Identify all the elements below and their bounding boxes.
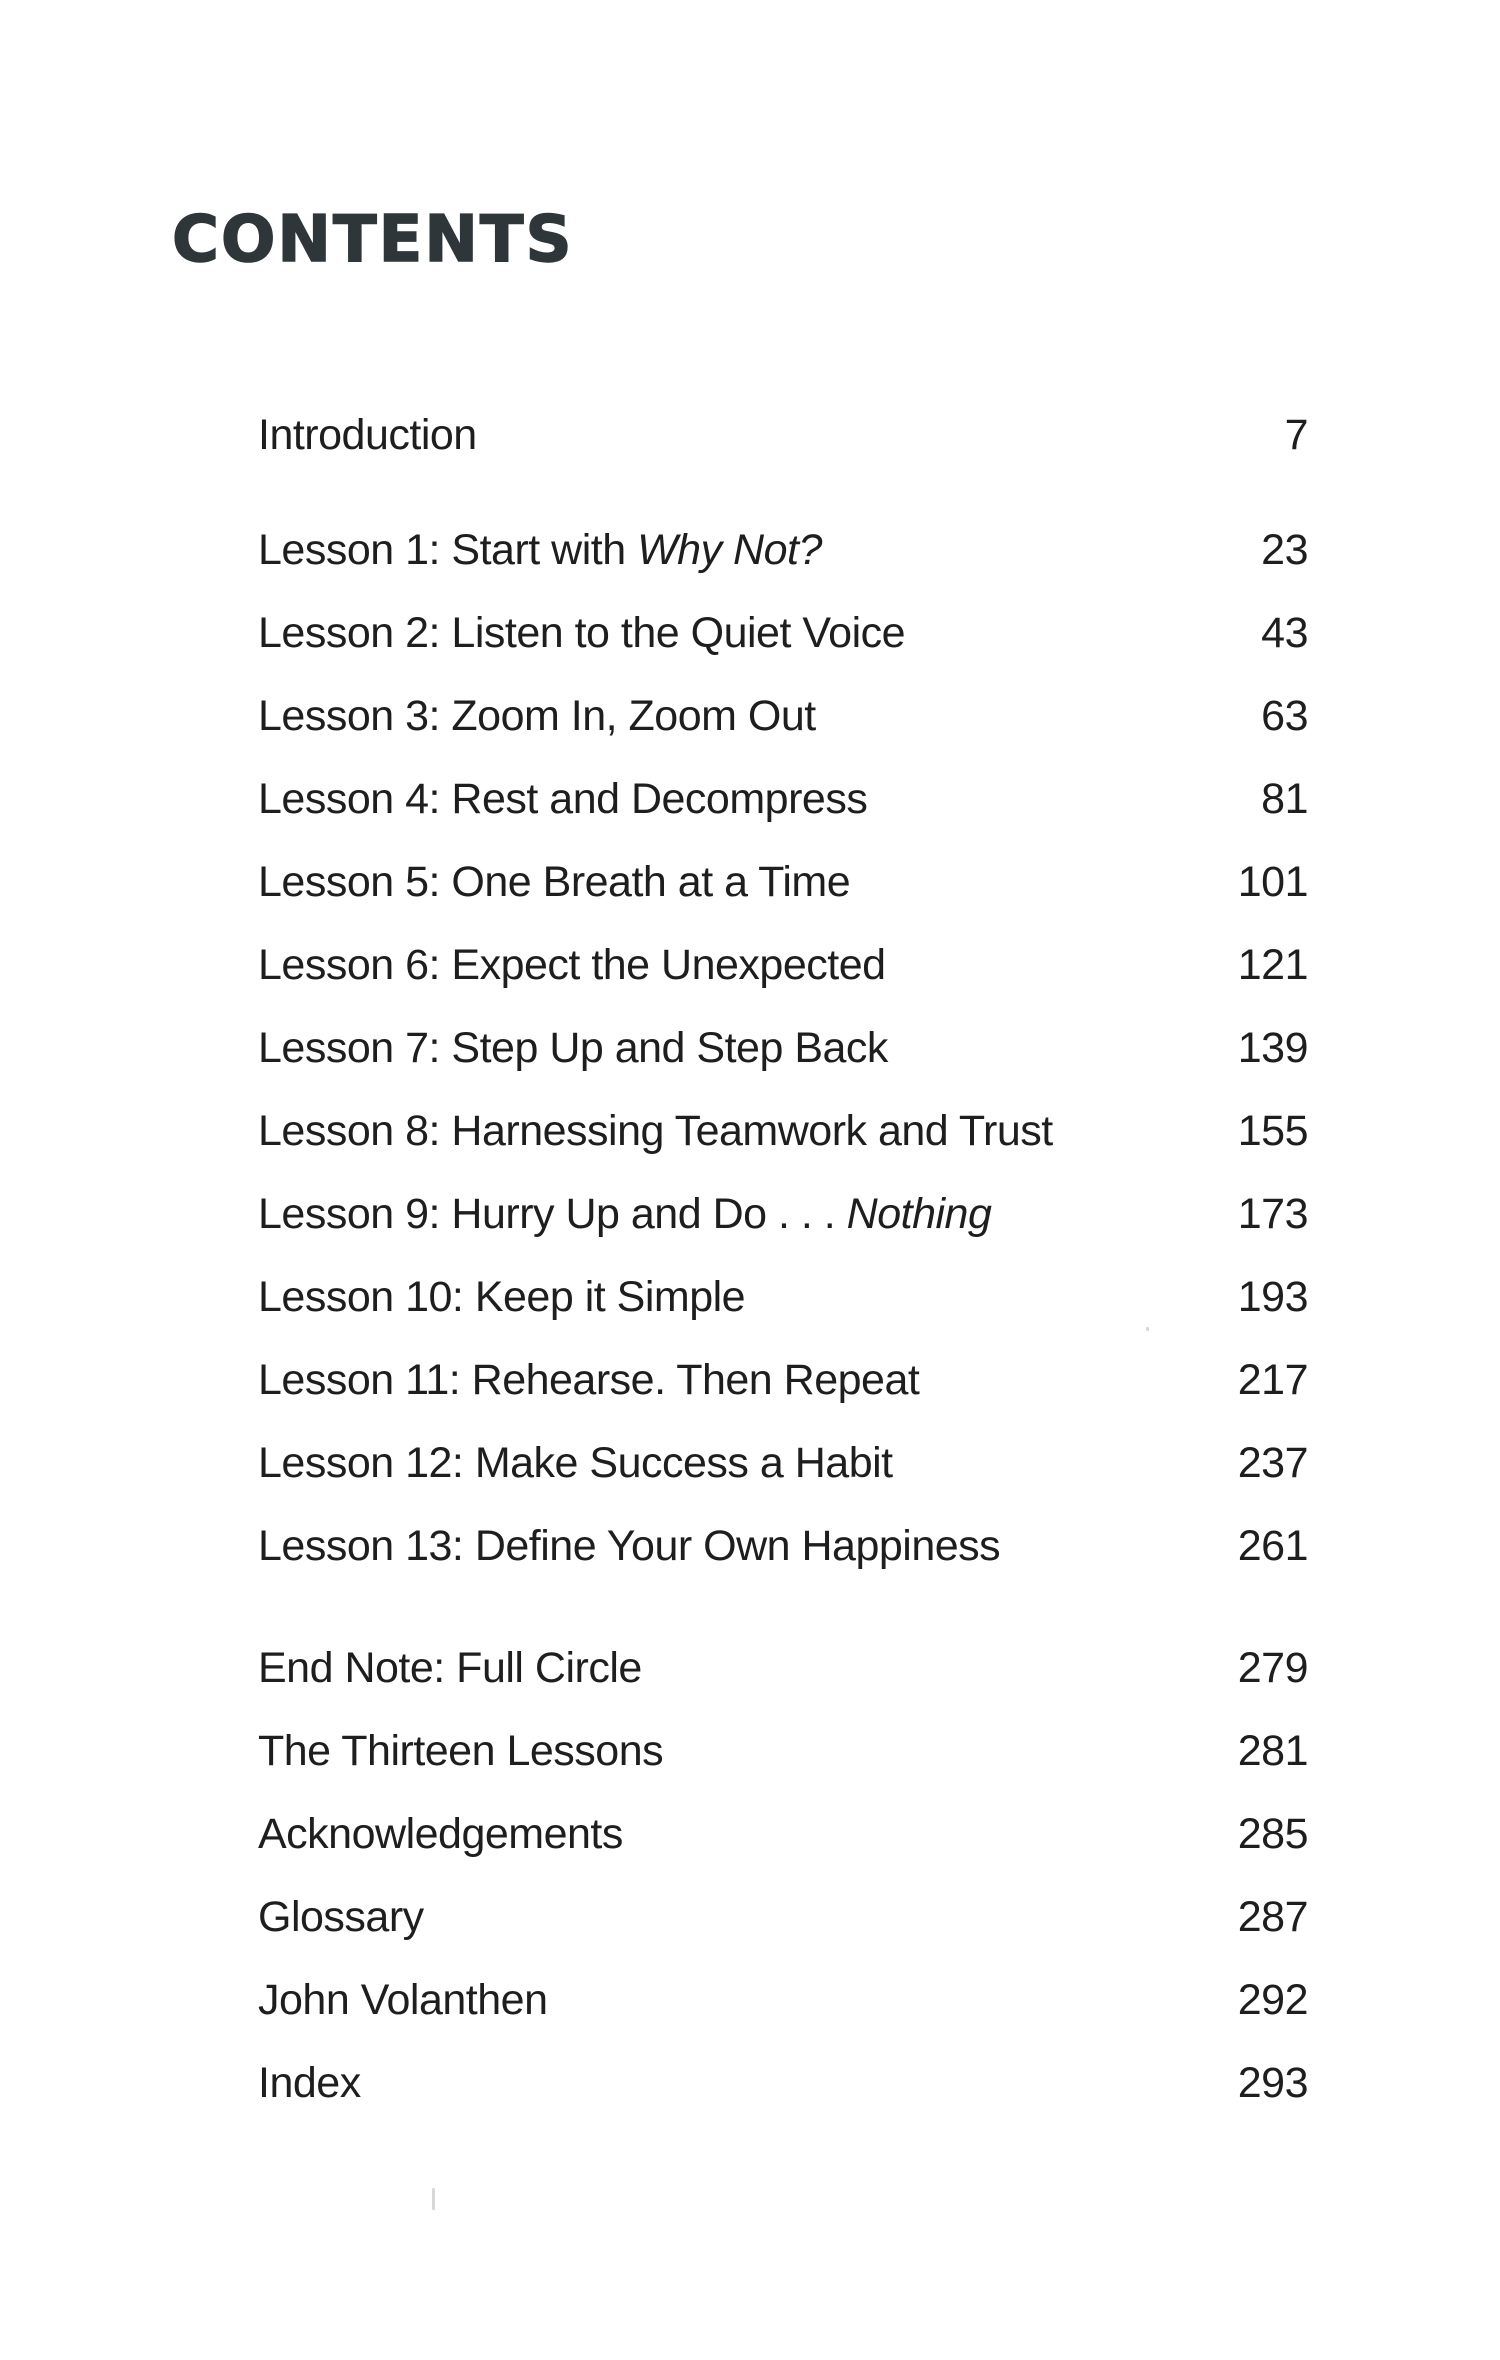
toc-entry-page: 292 xyxy=(1237,1976,1308,2024)
toc-entry-title: Lesson 8: Harnessing Teamwork and Trust xyxy=(258,1107,1053,1155)
toc-entry-introduction[interactable] xyxy=(258,407,1308,463)
toc-entry-page: 63 xyxy=(1261,692,1308,740)
toc-entry-lesson-13[interactable] xyxy=(258,1518,1308,1574)
toc-entry-page: 279 xyxy=(1237,1644,1308,1692)
toc-entry-title: John Volanthen xyxy=(258,1976,548,2024)
toc-entry-page: 261 xyxy=(1237,1522,1308,1570)
toc-entry-title: Lesson 11: Rehearse. Then Repeat xyxy=(258,1356,920,1404)
toc-entry-title: Introduction xyxy=(258,411,477,459)
toc-entry-page: 81 xyxy=(1261,775,1308,823)
toc-entry-page: 121 xyxy=(1237,941,1308,989)
toc-entry-acknowledgements[interactable] xyxy=(258,1806,1308,1862)
toc-entry-title: Lesson 6: Expect the Unexpected xyxy=(258,941,886,989)
scan-speck xyxy=(1146,1327,1149,1331)
toc-entry-title: Lesson 12: Make Success a Habit xyxy=(258,1439,893,1487)
toc-entry-title: Glossary xyxy=(258,1893,424,1941)
toc-entry-page: 139 xyxy=(1237,1024,1308,1072)
toc-entry-title: Lesson 13: Define Your Own Happiness xyxy=(258,1522,1001,1570)
toc-entry-title: Lesson 2: Listen to the Quiet Voice xyxy=(258,609,906,657)
toc-entry-page: 101 xyxy=(1237,858,1308,906)
toc-entry-lesson-3[interactable] xyxy=(258,688,1308,744)
toc-entry-title: Lesson 1: Start with Why Not? xyxy=(258,526,822,574)
toc-entry-page: 155 xyxy=(1237,1107,1308,1155)
toc-entry-title: Acknowledgements xyxy=(258,1810,623,1858)
toc-entry-page: 281 xyxy=(1237,1727,1308,1775)
toc-entry-title: End Note: Full Circle xyxy=(258,1644,642,1692)
toc-entry-john-volanthen[interactable] xyxy=(258,1972,1308,2028)
toc-entry-end-note[interactable] xyxy=(258,1640,1308,1696)
toc-entry-lesson-11[interactable] xyxy=(258,1352,1308,1408)
toc-entry-title: Lesson 9: Hurry Up and Do . . . Nothing xyxy=(258,1190,992,1238)
toc-entry-title: Lesson 3: Zoom In, Zoom Out xyxy=(258,692,816,740)
toc-entry-page: 287 xyxy=(1237,1893,1308,1941)
toc-entry-page: 173 xyxy=(1237,1190,1308,1238)
toc-entry-lesson-4[interactable] xyxy=(258,771,1308,827)
toc-entry-lesson-5[interactable] xyxy=(258,854,1308,910)
toc-entry-lesson-8[interactable] xyxy=(258,1103,1308,1159)
contents-heading: CONTENTS xyxy=(172,203,574,277)
toc-entry-page: 293 xyxy=(1237,2059,1308,2107)
toc-entry-title-italic: Why Not? xyxy=(637,526,822,574)
scan-speck xyxy=(432,2188,435,2210)
toc-entry-lesson-10[interactable] xyxy=(258,1269,1308,1325)
toc-entry-page: 217 xyxy=(1237,1356,1308,1404)
toc-entry-glossary[interactable] xyxy=(258,1889,1308,1945)
toc-entry-title: Lesson 10: Keep it Simple xyxy=(258,1273,746,1321)
toc-entry-page: 43 xyxy=(1261,609,1308,657)
toc-entry-title: Index xyxy=(258,2059,361,2107)
toc-entry-title: Lesson 5: One Breath at a Time xyxy=(258,858,851,906)
toc-entry-lesson-9[interactable] xyxy=(258,1186,1308,1242)
toc-entry-page: 7 xyxy=(1284,411,1308,459)
toc-entry-index[interactable] xyxy=(258,2055,1308,2111)
toc-entry-lesson-2[interactable] xyxy=(258,605,1308,661)
toc-entry-title: Lesson 4: Rest and Decompress xyxy=(258,775,868,823)
table-of-contents xyxy=(258,0,1308,2360)
toc-entry-lesson-12[interactable] xyxy=(258,1435,1308,1491)
toc-entry-page: 237 xyxy=(1237,1439,1308,1487)
toc-entry-lesson-7[interactable] xyxy=(258,1020,1308,1076)
toc-entry-lesson-1[interactable] xyxy=(258,522,1308,578)
toc-entry-title-italic: Nothing xyxy=(846,1190,992,1238)
toc-entry-page: 285 xyxy=(1237,1810,1308,1858)
toc-entry-title: Lesson 7: Step Up and Step Back xyxy=(258,1024,888,1072)
toc-entry-page: 193 xyxy=(1237,1273,1308,1321)
toc-entry-lesson-6[interactable] xyxy=(258,937,1308,993)
toc-entry-thirteen-lessons[interactable] xyxy=(258,1723,1308,1779)
toc-entry-page: 23 xyxy=(1261,526,1308,574)
toc-entry-title: The Thirteen Lessons xyxy=(258,1727,664,1775)
